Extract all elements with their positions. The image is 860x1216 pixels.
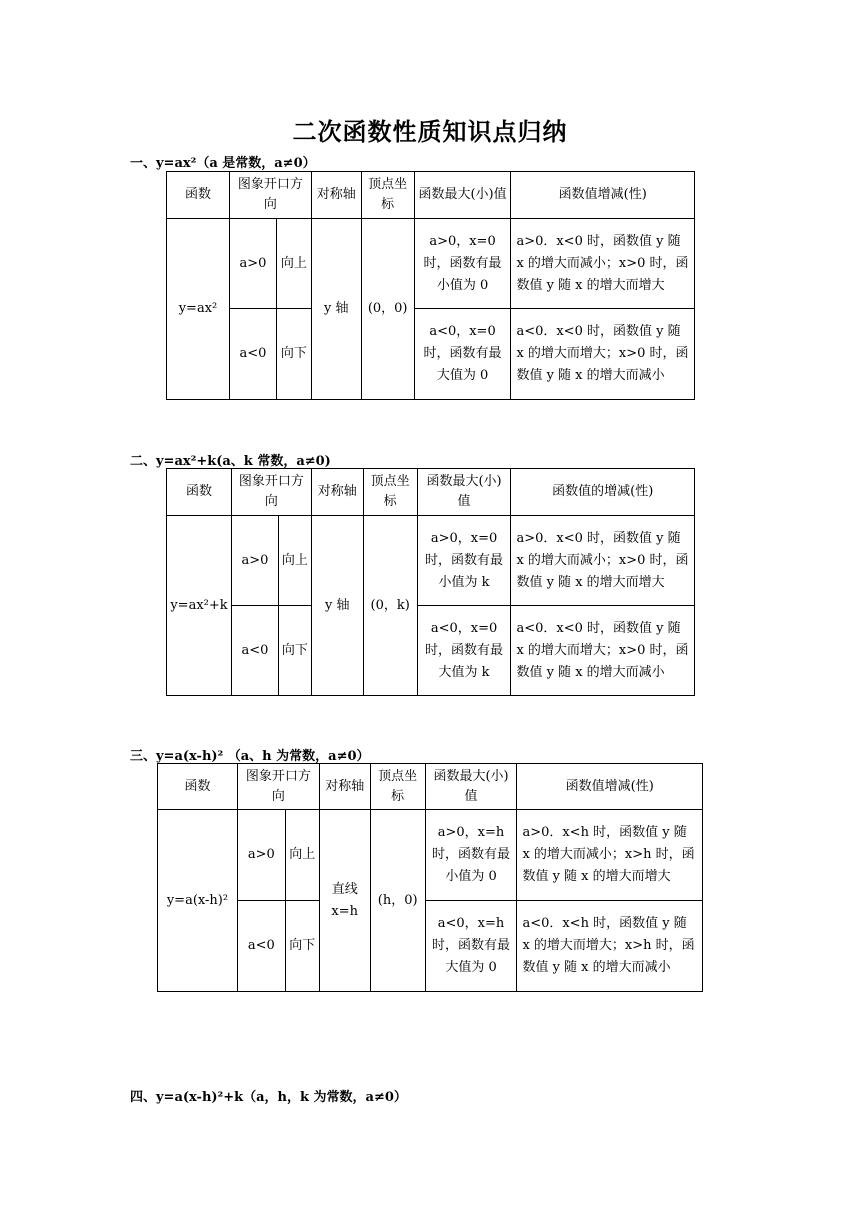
cond-cell: a>0 bbox=[229, 219, 276, 309]
extreme-cell: a>0，x=0 时，函数有最小值为 0 bbox=[414, 219, 511, 309]
section-2-heading: 二、y=ax²+k(a、k 常数，a≠0) bbox=[130, 454, 331, 469]
extreme-cell: a<0，x=h 时，函数有最大值为 0 bbox=[425, 901, 517, 992]
dir-cell: 向上 bbox=[278, 516, 311, 606]
page-title: 二次函数性质知识点归纳 bbox=[292, 117, 568, 146]
mono-cell: a>0．x<0 时，函数值 y 随 x 的增大而减小；x>0 时，函数值 y 随 x 的增大而增大 bbox=[511, 219, 695, 309]
cond-cell: a<0 bbox=[237, 901, 285, 992]
axis-cell: 直线 x=h bbox=[319, 810, 370, 992]
section-1-table bbox=[166, 171, 695, 400]
dir-cell: 向下 bbox=[285, 901, 319, 992]
mono-cell: a<0．x<0 时，函数值 y 随 x 的增大而增大；x>0 时，函数值 y 随 x 的增大而减小 bbox=[511, 309, 695, 400]
header-vertex: 顶点坐标 bbox=[363, 469, 417, 516]
mono-cell: a>0．x<0 时，函数值 y 随 x 的增大而减小；x>0 时，函数值 y 随 x 的增大而增大 bbox=[511, 516, 695, 606]
section-3-table bbox=[157, 763, 703, 992]
mono-cell: a<0．x<0 时，函数值 y 随 x 的增大而增大；x>0 时，函数值 y 随 x 的增大而减小 bbox=[511, 606, 695, 696]
cond-cell: a>0 bbox=[231, 516, 278, 606]
header-func: 函数 bbox=[167, 172, 230, 219]
vertex-cell: (h，0) bbox=[370, 810, 425, 992]
extreme-cell: a>0，x=0 时，函数有最小值为 k bbox=[417, 516, 511, 606]
header-extreme: 函数最大(小)值 bbox=[425, 764, 517, 810]
extreme-cell: a>0，x=h 时，函数有最小值为 0 bbox=[425, 810, 517, 901]
axis-cell: y 轴 bbox=[311, 219, 361, 400]
func-cell: y=ax²+k bbox=[167, 516, 232, 696]
header-mono: 函数值增减(性) bbox=[517, 764, 703, 810]
header-open: 图象开口方向 bbox=[237, 764, 319, 810]
mono-cell: a<0．x<h 时，函数值 y 随 x 的增大而增大；x>h 时，函数值 y 随 x 的增大而减小 bbox=[517, 901, 703, 992]
vertex-cell: (0，k) bbox=[363, 516, 417, 696]
header-mono: 函数值的增减(性) bbox=[511, 469, 695, 516]
func-cell: y=ax² bbox=[167, 219, 230, 400]
dir-cell: 向上 bbox=[285, 810, 319, 901]
cond-cell: a<0 bbox=[231, 606, 278, 696]
header-func: 函数 bbox=[158, 764, 238, 810]
section-4-heading: 四、y=a(x-h)²+k（a，h，k 为常数，a≠0） bbox=[130, 1090, 407, 1105]
dir-cell: 向下 bbox=[276, 309, 311, 400]
func-cell: y=a(x-h)² bbox=[158, 810, 238, 992]
mono-cell: a>0．x<h 时，函数值 y 随 x 的增大而减小；x>h 时，函数值 y 随 x 的增大而增大 bbox=[517, 810, 703, 901]
section-1-heading: 一、y=ax²（a 是常数，a≠0） bbox=[130, 156, 316, 171]
header-vertex: 顶点坐标 bbox=[361, 172, 414, 219]
header-open: 图象开口方向 bbox=[229, 172, 311, 219]
header-open: 图象开口方向 bbox=[231, 469, 311, 516]
header-extreme: 函数最大(小)值 bbox=[414, 172, 511, 219]
cond-cell: a<0 bbox=[229, 309, 276, 400]
dir-cell: 向上 bbox=[276, 219, 311, 309]
extreme-cell: a<0，x=0 时，函数有最大值为 0 bbox=[414, 309, 511, 400]
cond-cell: a>0 bbox=[237, 810, 285, 901]
extreme-cell: a<0，x=0 时，函数有最大值为 k bbox=[417, 606, 511, 696]
vertex-cell: (0，0) bbox=[361, 219, 414, 400]
section-3-heading: 三、y=a(x-h)² （a、h 为常数，a≠0） bbox=[130, 749, 370, 764]
section-2-table bbox=[166, 468, 695, 696]
header-mono: 函数值增减(性) bbox=[511, 172, 695, 219]
header-extreme: 函数最大(小)值 bbox=[417, 469, 511, 516]
header-axis: 对称轴 bbox=[319, 764, 370, 810]
header-axis: 对称轴 bbox=[311, 469, 363, 516]
header-func: 函数 bbox=[167, 469, 232, 516]
header-axis: 对称轴 bbox=[311, 172, 361, 219]
axis-cell: y 轴 bbox=[311, 516, 363, 696]
header-vertex: 顶点坐标 bbox=[370, 764, 425, 810]
dir-cell: 向下 bbox=[278, 606, 311, 696]
